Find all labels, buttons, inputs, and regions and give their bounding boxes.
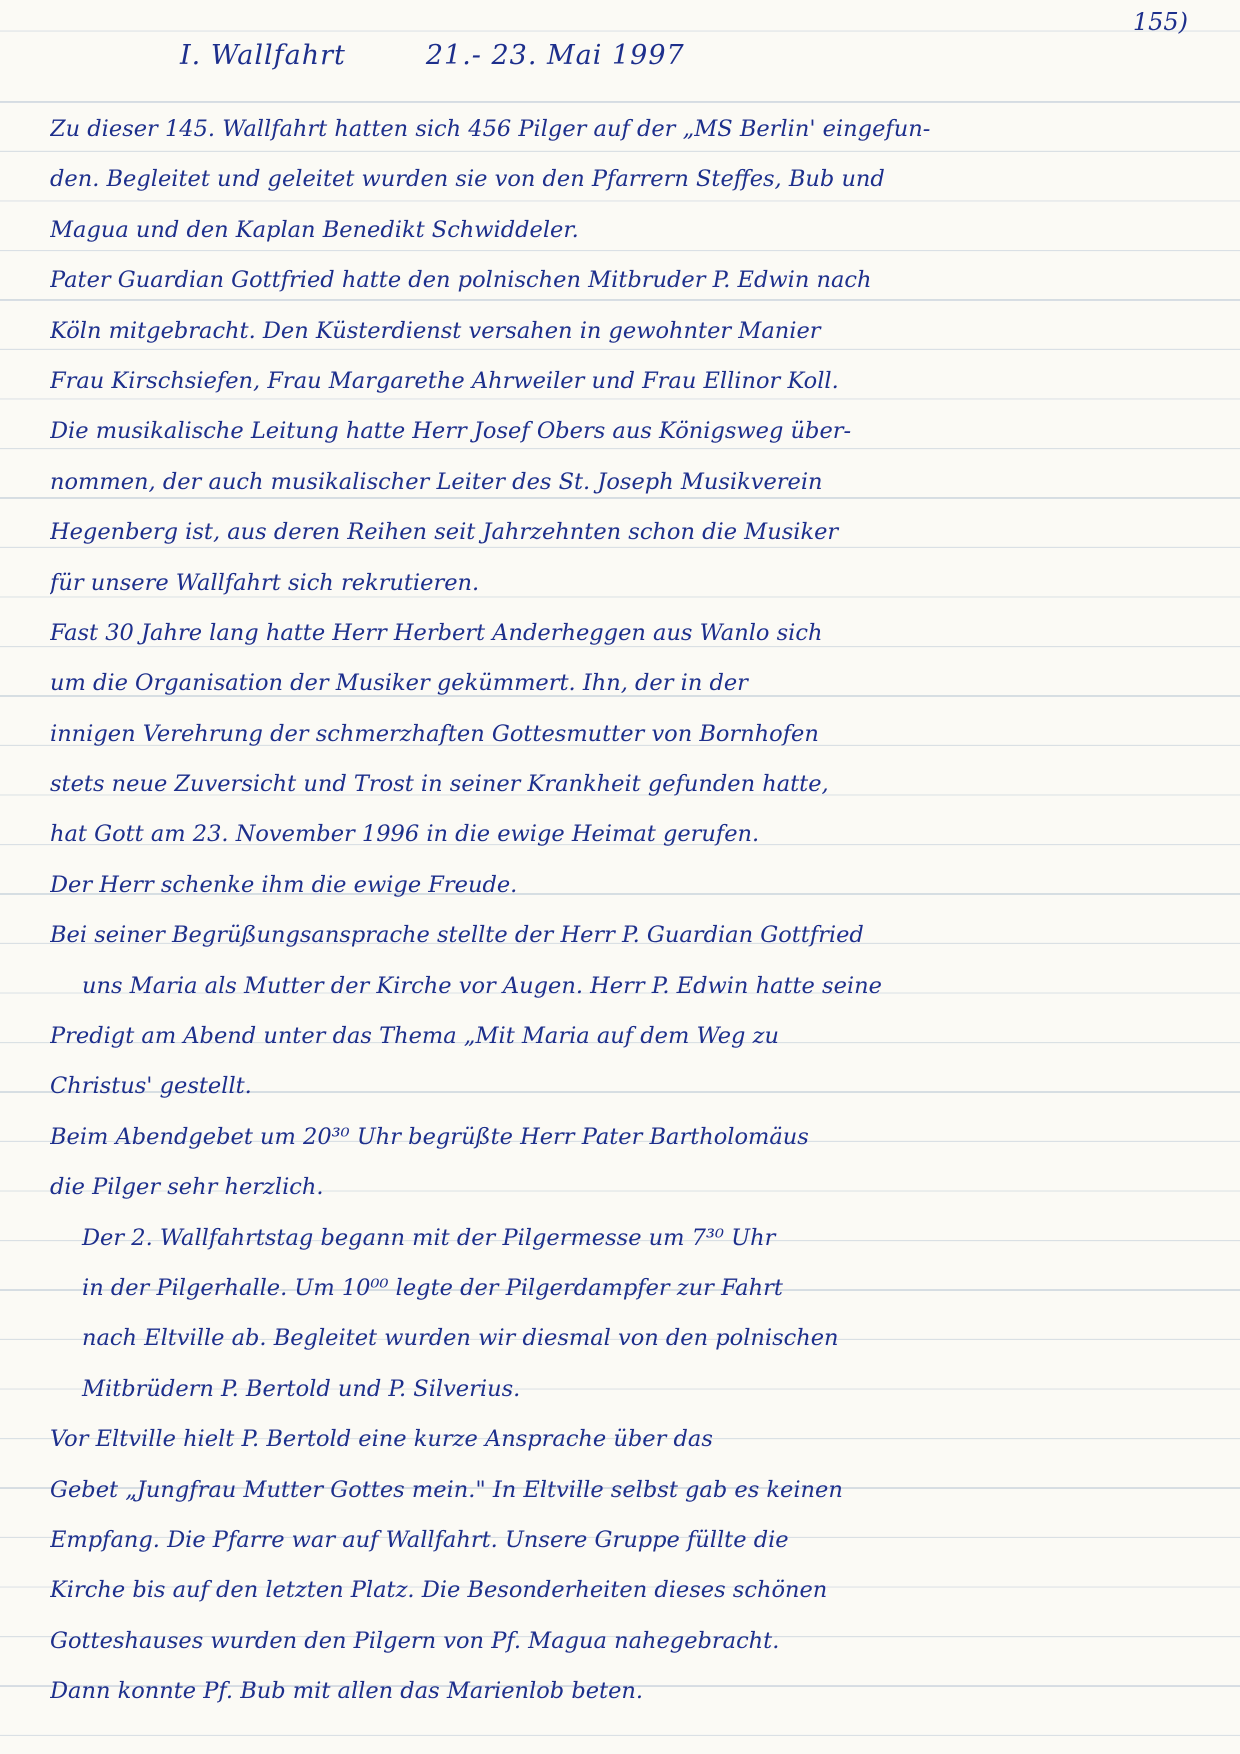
text-line: Der 2. Wallfahrtstag begann mit der Pilgermesse um 7³⁰ Uhr [82, 1224, 776, 1251]
text-line: Gotteshauses wurden den Pilgern von Pf. Magua nahegebracht. [50, 1627, 780, 1654]
text-line: Magua und den Kaplan Benedikt Schwiddeler. [50, 216, 579, 243]
text-line: Köln mitgebracht. Den Küsterdienst versahen in gewohnter Manier [50, 317, 821, 344]
heading-dates: 21.- 23. Mai 1997 [425, 40, 685, 71]
text-line: innigen Verehrung der schmerzhaften Gottesmutter von Bornhofen [50, 720, 819, 747]
text-line: Fast 30 Jahre lang hatte Herr Herbert Anderheggen aus Wanlo sich [50, 619, 823, 646]
entry-heading [180, 40, 685, 71]
text-line: den. Begleitet und geleitet wurden sie von den Pfarrern Steffes, Bub und [50, 166, 885, 193]
text-line: Bei seiner Begrüßungsansprache stellte der Herr P. Guardian Gottfried [50, 922, 864, 949]
text-line: Kirche bis auf den letzten Platz. Die Besonderheiten dieses schönen [50, 1577, 828, 1604]
text-line: Christus' gestellt. [50, 1073, 252, 1100]
text-line: hat Gott am 23. November 1996 in die ewige Heimat gerufen. [50, 821, 760, 848]
text-line: Gebet „Jungfrau Mutter Gottes mein." In Eltville selbst gab es keinen [50, 1476, 843, 1503]
heading-title: I. Wallfahrt [180, 40, 346, 71]
text-line: Vor Eltville hielt P. Bertold eine kurze Ansprache über das [50, 1426, 713, 1453]
text-line: Die musikalische Leitung hatte Herr Josef Obers aus Königsweg über- [50, 418, 852, 445]
text-line: Dann konnte Pf. Bub mit allen das Marienlob beten. [50, 1678, 644, 1705]
text-line: in der Pilgerhalle. Um 10⁰⁰ legte der Pilgerdampfer zur Fahrt [82, 1274, 783, 1301]
text-line: nommen, der auch musikalischer Leiter des St. Joseph Musikverein [50, 468, 823, 495]
page-number: 155) [1132, 8, 1188, 36]
text-line: Predigt am Abend unter das Thema „Mit Maria auf dem Weg zu [50, 1023, 779, 1050]
text-line: Frau Kirschsiefen, Frau Margarethe Ahrweiler und Frau Ellinor Koll. [50, 367, 839, 394]
text-line: Hegenberg ist, aus deren Reihen seit Jahrzehnten schon die Musiker [50, 519, 839, 546]
text-line: für unsere Wallfahrt sich rekrutieren. [50, 569, 480, 596]
text-line: nach Eltville ab. Begleitet wurden wir diesmal von den polnischen [82, 1325, 839, 1352]
text-line: stets neue Zuversicht und Trost in seiner Krankheit gefunden hatte, [50, 771, 829, 798]
text-line: Zu dieser 145. Wallfahrt hatten sich 456 Pilger auf der „MS Berlin' eingefun- [50, 116, 931, 142]
text-line: Mitbrüdern P. Bertold und P. Silverius. [82, 1375, 521, 1402]
text-line: die Pilger sehr herzlich. [50, 1174, 324, 1201]
handwritten-text [50, 104, 1190, 1717]
text-line: uns Maria als Mutter der Kirche vor Augen. Herr P. Edwin hatte seine [82, 972, 882, 999]
text-line: Pater Guardian Gottfried hatte den polnischen Mitbruder P. Edwin nach [50, 267, 872, 294]
text-line: um die Organisation der Musiker gekümmert. Ihn, der in der [50, 670, 748, 697]
text-line: Empfang. Die Pfarre war auf Wallfahrt. Unsere Gruppe füllte die [50, 1526, 789, 1553]
text-line: Der Herr schenke ihm die ewige Freude. [50, 871, 518, 898]
text-line: Beim Abendgebet um 20³⁰ Uhr begrüßte Herr Pater Bartholomäus [50, 1123, 809, 1150]
